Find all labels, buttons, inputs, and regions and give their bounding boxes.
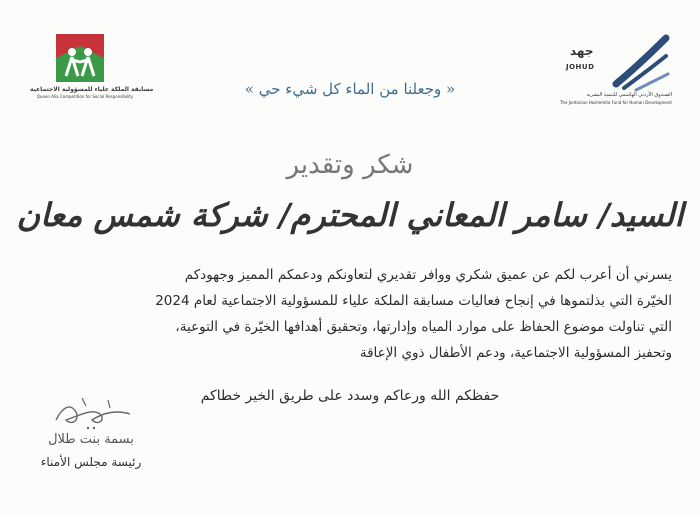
certificate-heading: شكر وتقدير bbox=[286, 150, 414, 180]
certificate-body bbox=[28, 262, 672, 366]
competition-name-ar: مسابقة الملكة علياء للمسؤولية الاجتماعية bbox=[30, 86, 154, 93]
competition-name-en: Queen Alia Competition for Social Responsibility bbox=[36, 94, 134, 99]
competition-emblem-icon bbox=[54, 32, 106, 84]
recipient-name: السيد/ سامر المعاني المحترم/ شركة شمس معان bbox=[16, 196, 684, 234]
body-line: وتحفيز المسؤولية الاجتماعية، ودعم الأطفال ذوي الإعاقة bbox=[359, 345, 672, 361]
johud-acronym-en: JOHUD bbox=[566, 63, 595, 71]
body-line: الخيّرة التي بذلتموها في إنجاح فعاليات مسابقة الملكة علياء للمسؤولية الاجتماعية لعام 2024 bbox=[155, 293, 672, 309]
handwritten-signature-icon bbox=[48, 390, 138, 432]
body-line: التي تناولت موضوع الحفاظ على موارد المياه وإدارتها، وتحقيق أهدافها الخيّرة في التوعية، bbox=[175, 319, 672, 335]
body-line: يسرني أن أعرب لكم عن عميق شكري ووافر تقديري لتعاونكم ودعمكم المميز وجهودكم bbox=[184, 267, 672, 283]
signatory-title: رئيسة مجلس الأمناء bbox=[40, 455, 142, 469]
closing-prayer: حفظكم الله ورعاكم وسدد على طريق الخير خطاكم bbox=[200, 388, 500, 404]
johud-acronym-ar: جهد bbox=[570, 44, 594, 58]
johud-logo bbox=[546, 34, 672, 110]
johud-name-en: The Jordanian Hashemite Fund for Human Development bbox=[559, 100, 672, 105]
signatory-name: بسمة بنت طلال bbox=[48, 432, 134, 447]
quran-verse: « وجعلنا من الماء كل شيء حي » bbox=[244, 80, 456, 98]
johud-name-ar: الصندوق الأردني الهاشمي للتنمية البشرية bbox=[586, 92, 672, 98]
